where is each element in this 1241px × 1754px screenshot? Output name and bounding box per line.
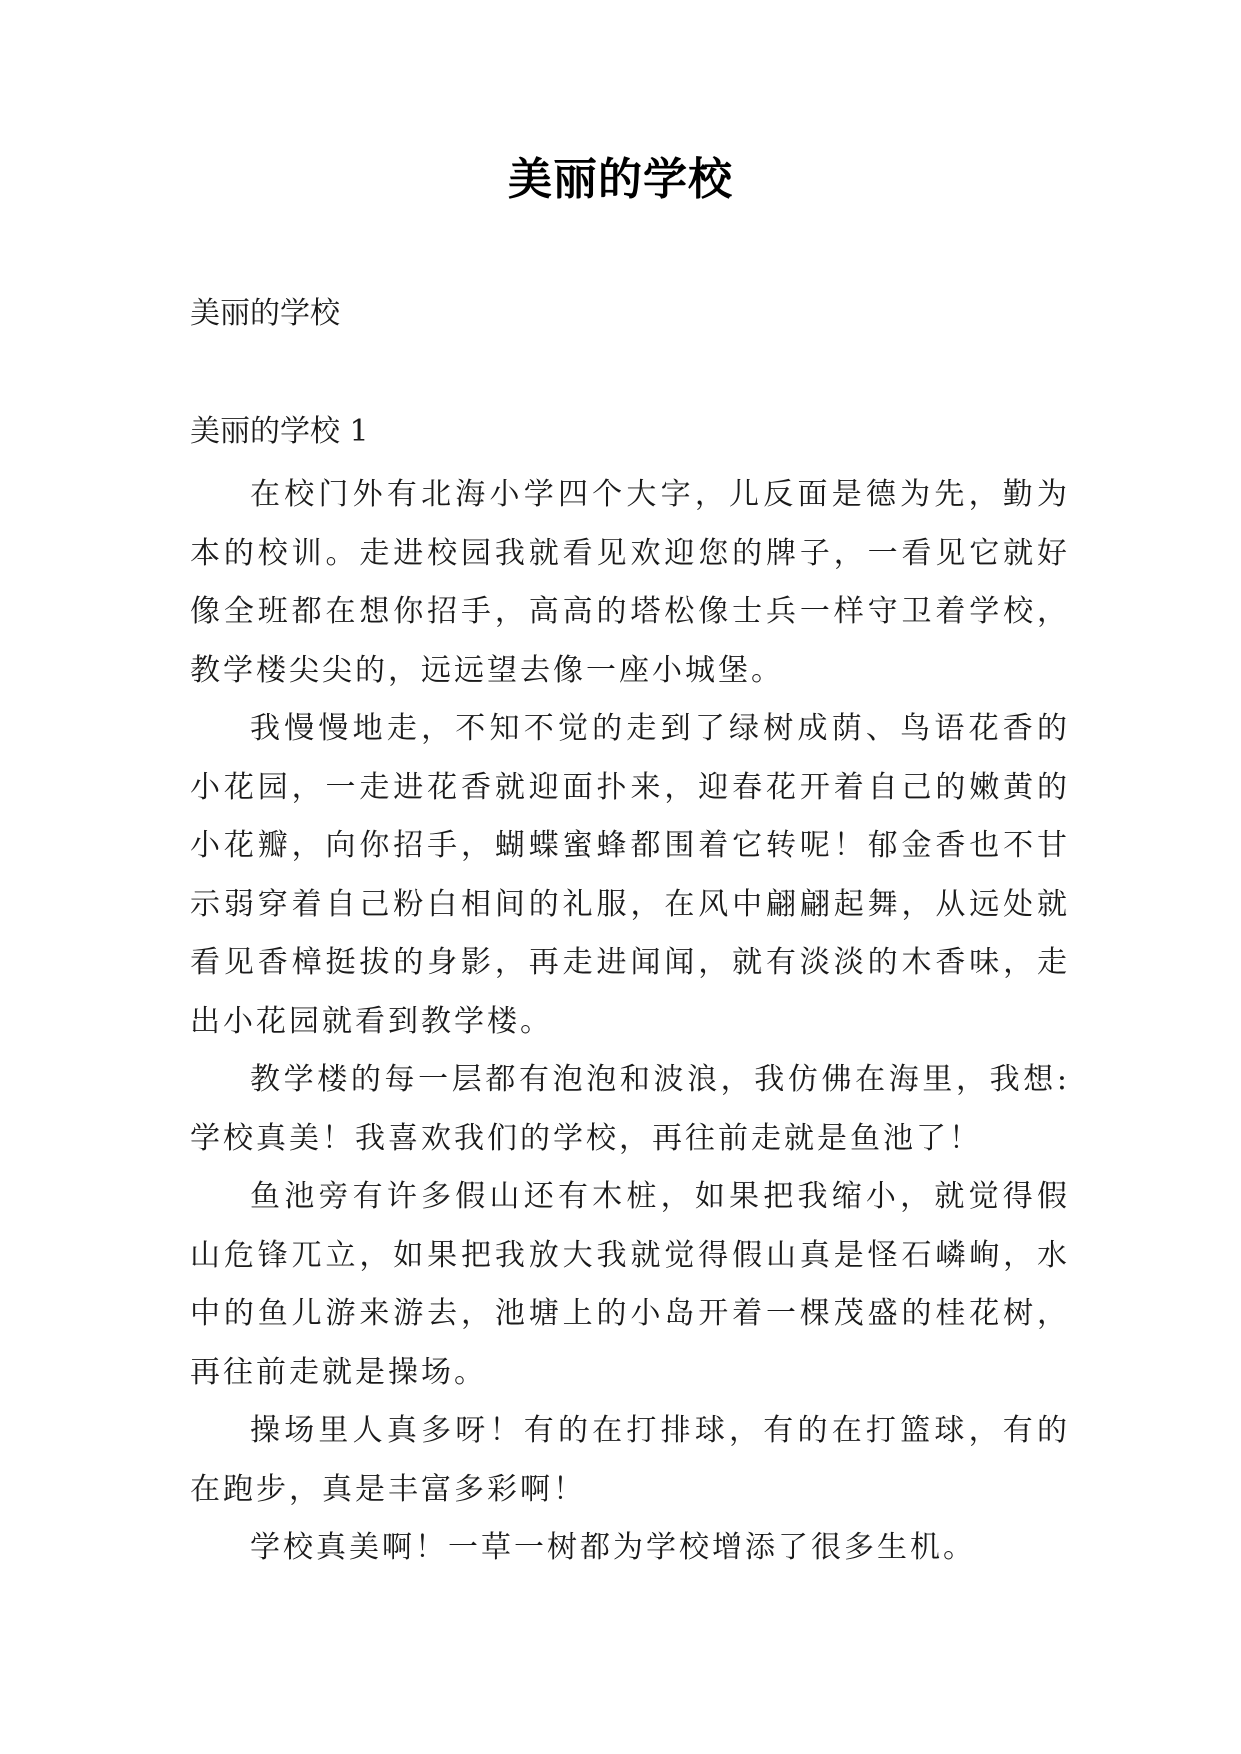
essay-body xyxy=(190,466,1070,1578)
paragraph: 我慢慢地走，不知不觉的走到了绿树成荫、鸟语花香的小花园，一走进花香就迎面扑来，迎春花开着自己的嫩黄的小花瓣，向你招手，蝴蝶蜜蜂都围着它转呢！郁金香也不甘示弱穿着自己粉白相间的礼服，在风中翩翩起舞，从远处就看见香樟挺拔的身影，再走进闻闻，就有淡淡的木香味，走出小花园就看到教学楼。 xyxy=(190,711,1070,1039)
document-subtitle: 美丽的学校 xyxy=(190,296,340,331)
paragraph: 学校真美啊！一草一树都为学校增添了很多生机。 xyxy=(250,1530,976,1565)
paragraph: 教学楼的每一层都有泡泡和波浪，我仿佛在海里，我想:学校真美！我喜欢我们的学校，再往前走就是鱼池了！ xyxy=(190,1062,1070,1156)
paragraph: 操场里人真多呀！有的在打排球，有的在打篮球，有的在跑步，真是丰富多彩啊！ xyxy=(190,1413,1070,1507)
paragraph: 鱼池旁有许多假山还有木桩，如果把我缩小，就觉得假山危锋兀立，如果把我放大我就觉得假山真是怪石嶙峋，水中的鱼儿游来游去，池塘上的小岛开着一棵茂盛的桂花树，再往前走就是操场。 xyxy=(190,1179,1070,1390)
essay-heading: 美丽的学校 1 xyxy=(190,414,369,449)
paragraph: 在校门外有北海小学四个大字，儿反面是德为先，勤为本的校训。走进校园我就看见欢迎您的牌子，一看见它就好像全班都在想你招手，高高的塔松像士兵一样守卫着学校，教学楼尖尖的，远远望去像一座小城堡。 xyxy=(190,477,1070,688)
document-title: 美丽的学校 xyxy=(508,154,733,205)
